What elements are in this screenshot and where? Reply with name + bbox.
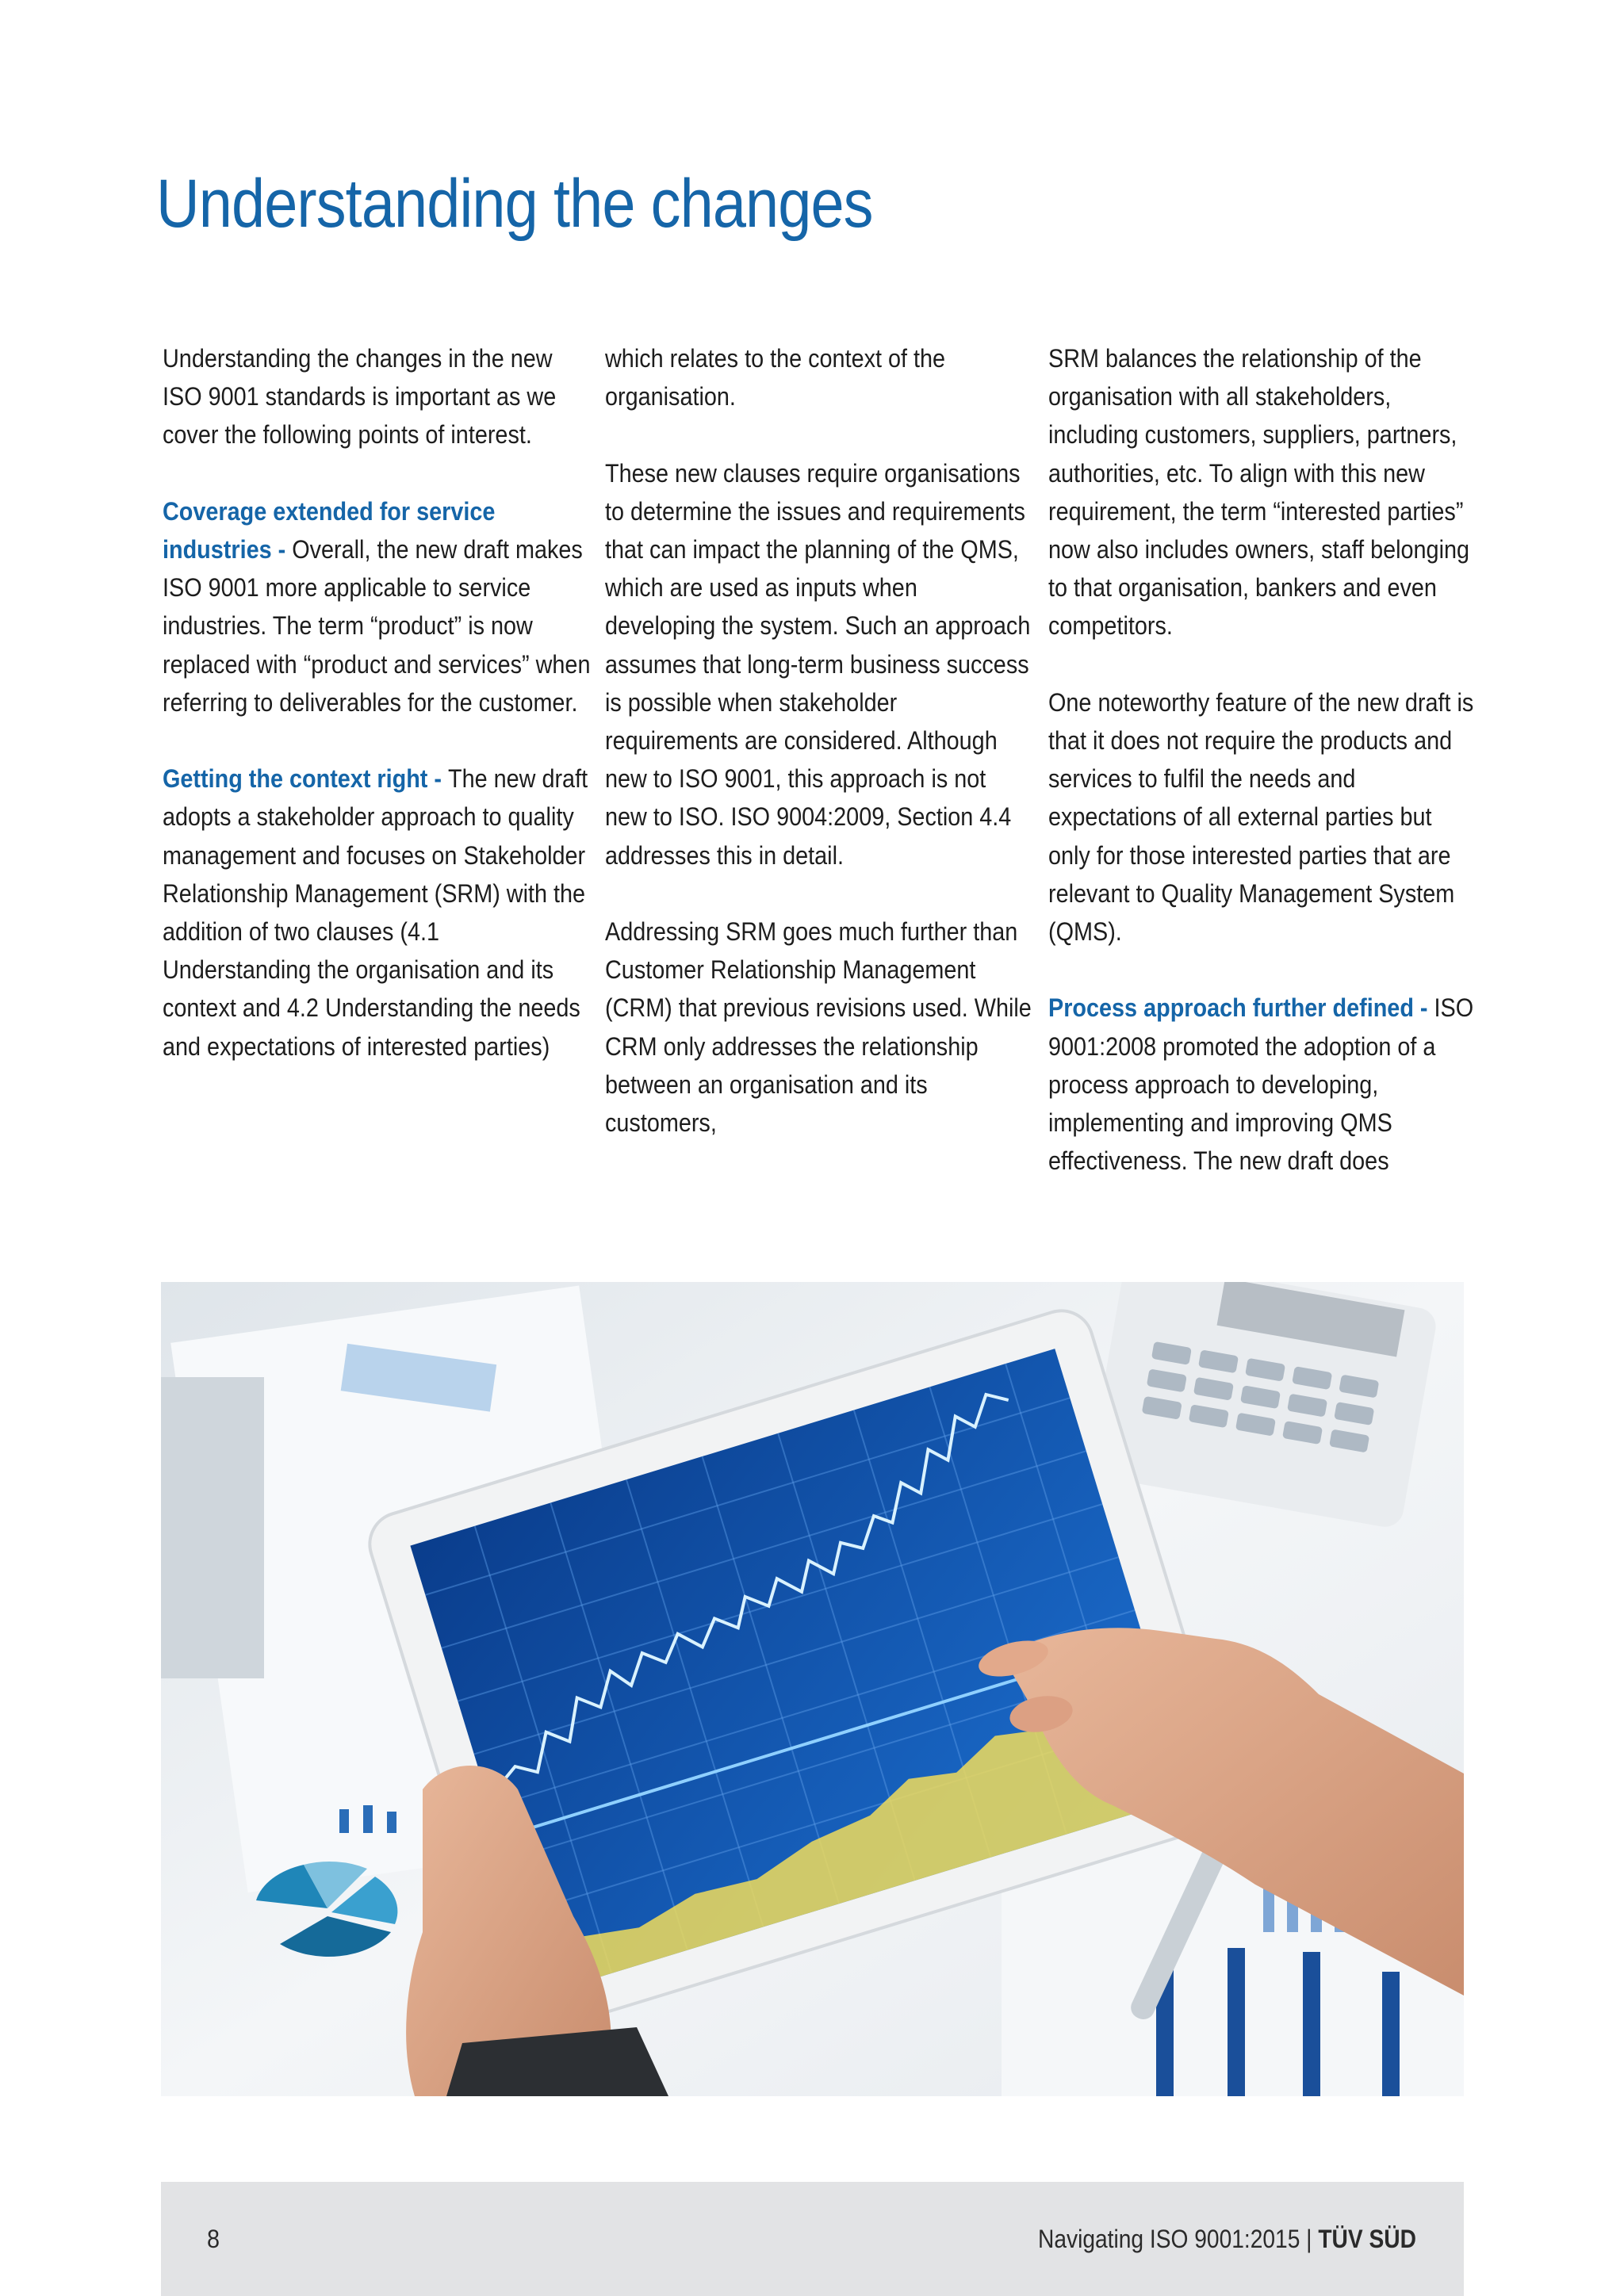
- srm-paragraph: Addressing SRM goes much further than Customer Relationship Management (CRM) that previous revisions used. While CRM only addresses the relationship between an organisation and its customers,: [605, 917, 1032, 1138]
- column-2: [605, 339, 1033, 1180]
- new-clauses-paragraph: These new clauses require organisations to determine the issues and requirements that can impact the planning of the QMS, which are used as inputs when developing the system. Such an approach assumes that long-term business success is possible when stakeholder requirements are considered. Although new to ISO 9001, this approach is not new to ISO. ISO 9004:2009, Section 4.4 addresses this in detail.: [605, 458, 1031, 870]
- service-industries-text: Overall, the new draft makes ISO 9001 more applicable to service industries. The term “product” is now replaced with “product and services” when referring to deliverables for the customer.: [163, 535, 591, 717]
- column-3: [1048, 339, 1477, 1219]
- context-paragraph: [163, 760, 591, 1066]
- article-body: [163, 339, 1474, 1219]
- service-industries-paragraph: [163, 492, 591, 721]
- section-heading-context: Getting the context right -: [163, 764, 448, 794]
- intro-paragraph: Understanding the changes in the new ISO 9001 standards is important as we cover the following points of interest.: [163, 344, 557, 450]
- publication-title: Navigating ISO 9001:2015 |: [1038, 2225, 1319, 2253]
- section-heading-process: Process approach further defined -: [1048, 993, 1434, 1023]
- tablet-chart-photo: [161, 1282, 1464, 2096]
- section-heading-service: Coverage extended for service industries -: [163, 496, 496, 564]
- page-title: Understanding the changes: [156, 166, 873, 242]
- context-text: The new draft adopts a stakeholder approach to quality management and focuses on Stakeholder Relationship Management (SRM) with the addition of two clauses (4.1 Understanding the organisation and its context and 4.2 Understanding the needs and expectations of interested parties): [163, 764, 588, 1061]
- page-number: 8: [207, 2225, 220, 2253]
- context-continued-paragraph: which relates to the context of the organisation.: [605, 344, 946, 411]
- page-footer: [161, 2182, 1464, 2296]
- process-approach-paragraph: [1048, 989, 1477, 1180]
- brand-name: TÜV SÜD: [1318, 2225, 1416, 2253]
- srm-balance-paragraph: SRM balances the relationship of the organisation with all stakeholders, including customers, suppliers, partners, authorities, etc. To align with this new requirement, the term “interested parties” now also includes owners, staff belonging to that organisation, bankers and even competitors.: [1048, 344, 1469, 641]
- process-approach-text: ISO 9001:2008 promoted the adoption of a process approach to developing, implementing and improving QMS effectiveness. The new draft does: [1048, 993, 1474, 1176]
- footer-publication: [986, 2225, 1416, 2254]
- column-1: [163, 339, 591, 1104]
- noteworthy-feature-paragraph: One noteworthy feature of the new draft is that it does not require the products and services to fulfil the needs and expectations of all external parties but only for those interested parties that are relevant to Quality Management System (QMS).: [1048, 687, 1474, 947]
